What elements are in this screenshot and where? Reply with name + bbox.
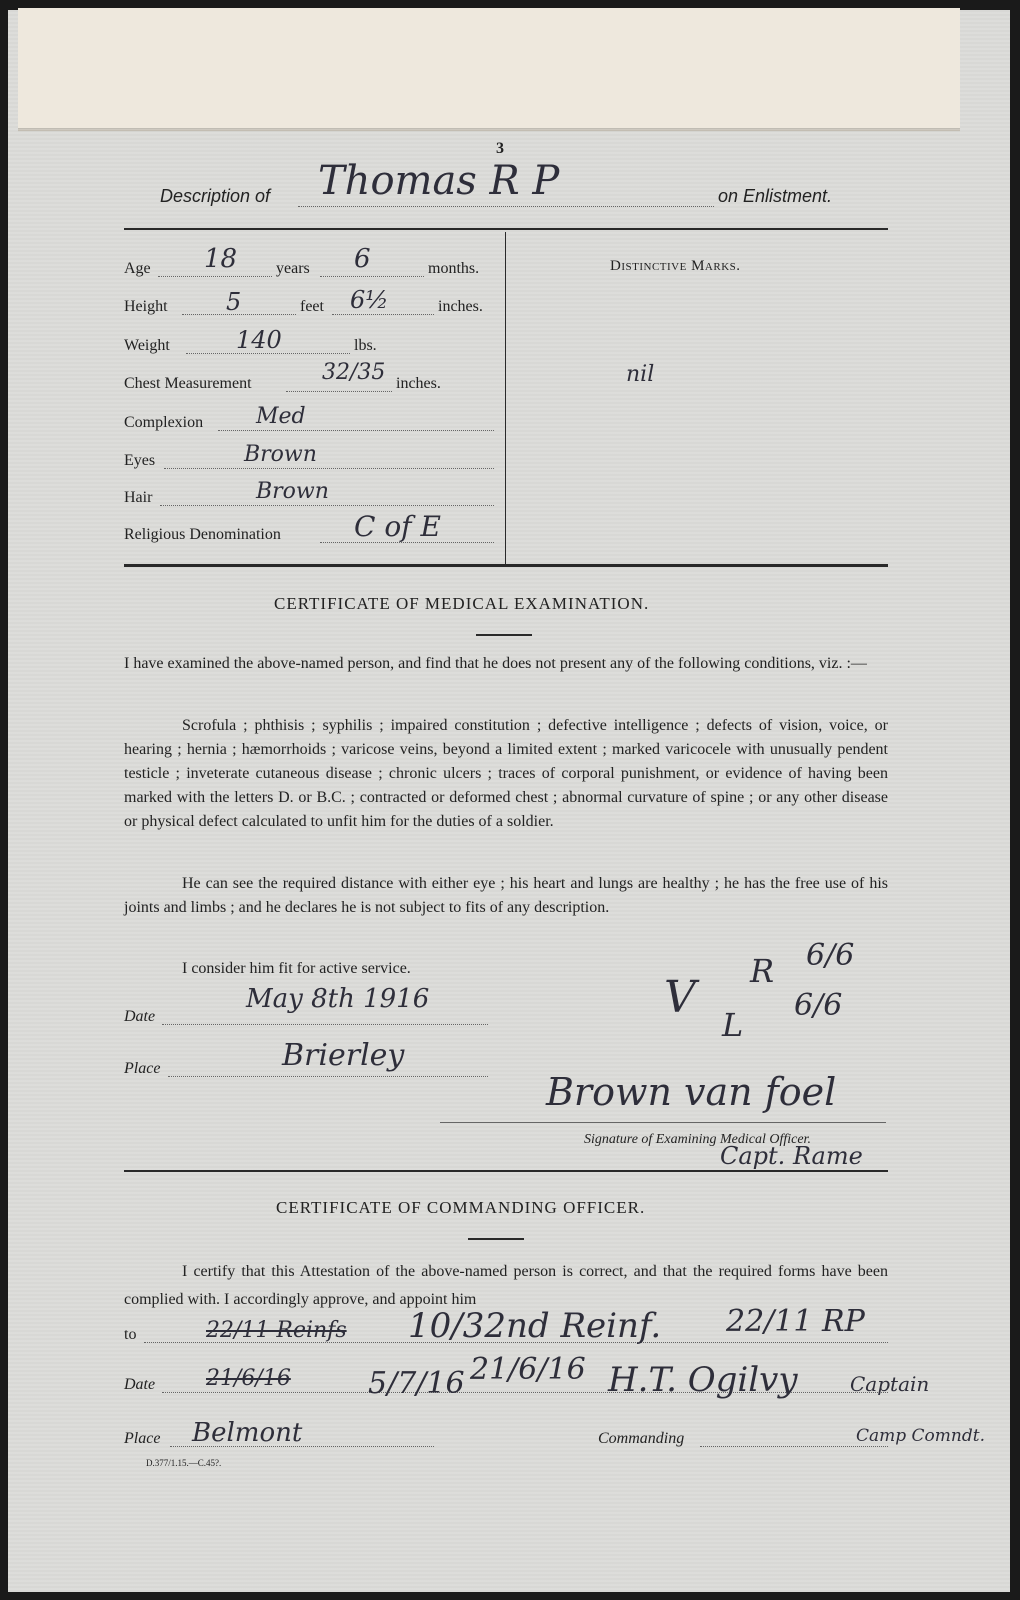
eyes-value: Brown (244, 442, 317, 467)
eye-test-left-value: 6/6 (794, 988, 843, 1023)
medical-place-label: Place (124, 1060, 161, 1077)
medical-conditions: Scrofula ; phthisis ; syphilis ; impaired constitution ; defective intelligence ; defects of vision, voice, or hearing ; hernia ; hæmorrhoids ; varicose veins, beyond a limited extent ; marked varicocele with unusually pendent testicle ; inveterate cutaneous disease ; chronic ulcers ; traces of corporal punishment, or evidence of having been marked with the letters D. or B.C. ; contracted or deformed chest ; abnormal curvature of spine ; or any other disease or physical defect calculated to unfit him for the duties of a soldier. (124, 717, 888, 830)
lbs-label: lbs. (354, 337, 377, 354)
medical-heading-rule (476, 634, 532, 636)
medical-place-value: Brierley (282, 1038, 405, 1073)
commanding-date-value: 5/7/16 (368, 1366, 465, 1401)
age-line (158, 276, 272, 277)
medical-place-line (168, 1076, 488, 1077)
bottom-rule (124, 564, 888, 567)
inches-label: inches. (438, 298, 483, 315)
eye-test-right-value: 6/6 (806, 938, 855, 973)
commanding-date-label: Date (124, 1376, 156, 1393)
commanding-to-value: 10/32nd Reinf. (408, 1306, 662, 1346)
commanding-heading: CERTIFICATE OF COMMANDING OFFICER. (276, 1198, 646, 1217)
height-feet-value: 5 (226, 288, 242, 316)
commanding-unit-label: Commanding (598, 1430, 685, 1447)
medical-date-value: May 8th 1916 (246, 984, 430, 1014)
complexion-value: Med (256, 404, 306, 429)
weight-label: Weight (124, 337, 170, 354)
months-label: months. (428, 260, 480, 277)
hair-label: Hair (124, 489, 153, 506)
page-number: 3 (496, 140, 504, 157)
medical-signature-rank: Capt. Rame (720, 1142, 863, 1170)
medical-fit: I consider him fit for active service. (182, 960, 411, 977)
paper-flap (18, 8, 960, 131)
chest-inches-label: inches. (396, 375, 441, 392)
enlistee-name: Thomas R P (318, 158, 560, 204)
chest-line (286, 391, 392, 392)
weight-value: 140 (236, 326, 282, 354)
commanding-to-value-2: 22/11 RP (726, 1304, 865, 1339)
hair-line (160, 505, 494, 506)
commanding-to-label: to (124, 1326, 137, 1343)
commanding-place-label: Place (124, 1430, 161, 1447)
height-label: Height (124, 298, 168, 315)
religion-value: C of E (354, 510, 441, 543)
column-divider (505, 232, 506, 564)
commanding-certify: I certify that this Attestation of the above-named person is correct, and that the required forms have been complied with. I accordingly approve, and appoint him (124, 1263, 888, 1308)
commanding-heading-rule (468, 1238, 524, 1240)
eye-test-tick: V (664, 972, 696, 1023)
years-label: years (276, 260, 310, 277)
medical-sight: He can see the required distance with either eye ; his heart and lungs are healthy ; he has the free use of his joints and limbs ; and he declares he is not subject to fits of any description. (124, 875, 888, 916)
age-months-line (320, 276, 424, 277)
chest-value: 32/35 (322, 360, 386, 385)
paper-flap-shadow (18, 128, 960, 132)
medical-date-label: Date (124, 1008, 156, 1025)
commanding-date-value-2: 21/6/16 (470, 1352, 586, 1387)
medical-signature-line (440, 1122, 886, 1123)
height-inches-line (332, 314, 434, 315)
distinctive-marks-label: Distinctive Marks. (610, 258, 741, 274)
eye-test-left-label: L (722, 1006, 744, 1044)
commanding-signature: H.T. Ogilvy (608, 1360, 798, 1400)
top-rule (124, 228, 888, 230)
complexion-label: Complexion (124, 414, 204, 431)
commanding-unit-line (700, 1446, 888, 1447)
age-years-value: 18 (204, 244, 238, 274)
eye-test-right-label: R (750, 952, 775, 990)
medical-date-line (162, 1024, 488, 1025)
commanding-rank: Captain (850, 1372, 930, 1396)
age-label: Age (124, 260, 151, 277)
form-code: D.377/1.15.—C.45?. (146, 1458, 222, 1468)
medical-heading: CERTIFICATE OF MEDICAL EXAMINATION. (274, 594, 650, 613)
medical-signature: Brown van foel (546, 1070, 837, 1114)
commanding-to-struck: 22/11 Reinfs (206, 1318, 347, 1343)
commanding-unit-value: Camp Comndt. (856, 1426, 985, 1446)
commanding-place-value: Belmont (192, 1418, 303, 1448)
commanding-date-struck: 21/6/16 (206, 1366, 291, 1391)
chest-label: Chest Measurement (124, 375, 252, 392)
eyes-line (164, 468, 494, 469)
height-inches-value: 6½ (350, 286, 389, 314)
title-name-line (298, 206, 714, 207)
title-suffix: on Enlistment. (718, 186, 833, 206)
complexion-line (218, 430, 494, 431)
eyes-label: Eyes (124, 452, 156, 469)
religion-label: Religious Denomination (124, 526, 281, 543)
medical-signature-caption: Signature of Examining Medical Officer. (584, 1132, 811, 1147)
title-prefix: Description of (160, 186, 271, 206)
hair-value: Brown (256, 479, 329, 504)
feet-label: feet (300, 298, 324, 315)
distinctive-marks-value: nil (626, 362, 655, 387)
age-months-value: 6 (354, 244, 371, 274)
medical-bottom-rule (124, 1170, 888, 1172)
medical-intro: I have examined the above-named person, and find that he does not present any of the following conditions, viz. :— (124, 655, 867, 672)
